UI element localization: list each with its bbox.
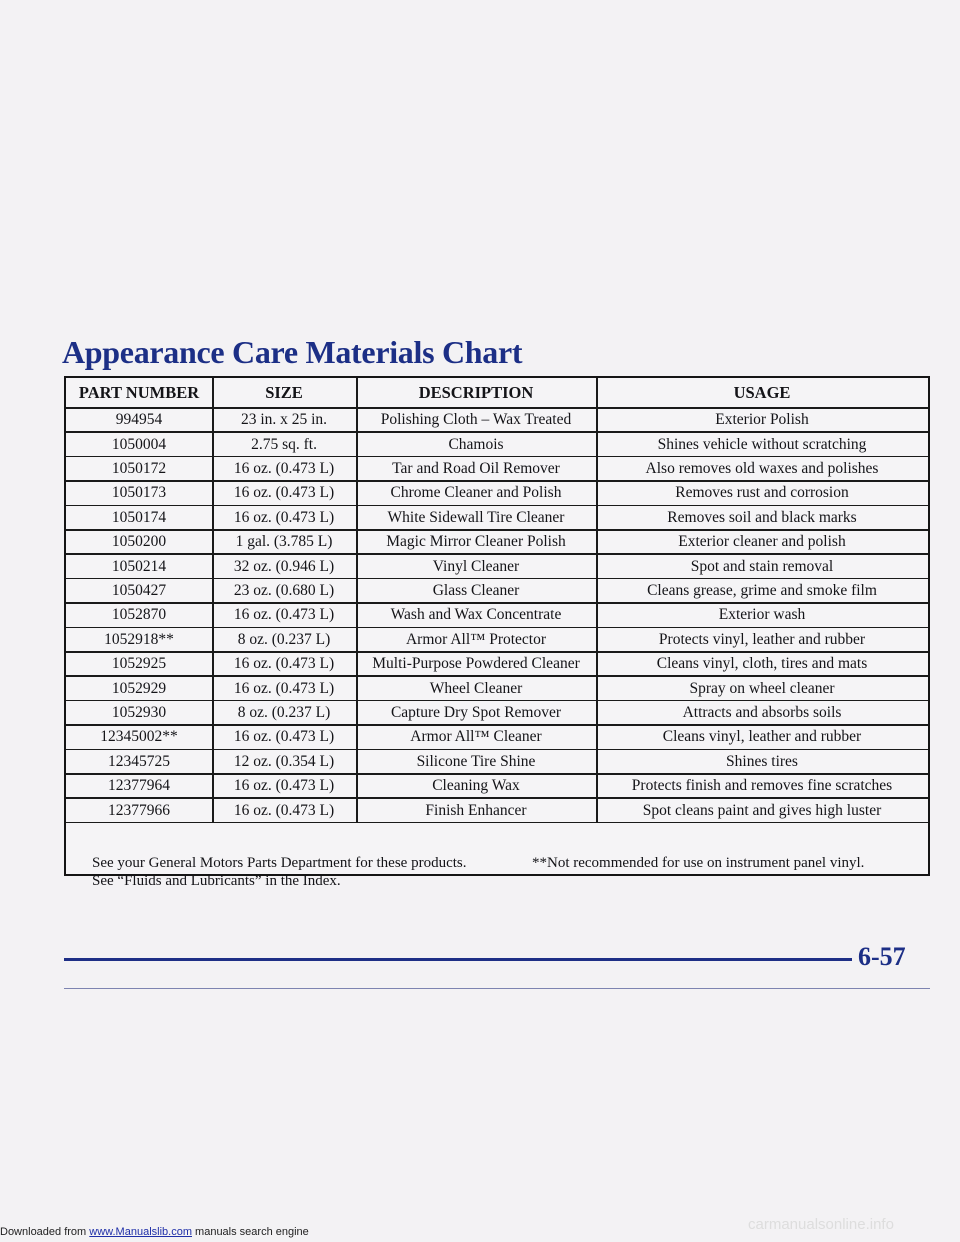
- cell-description: Wash and Wax Concentrate: [390, 606, 562, 624]
- cell-size: 32 oz. (0.946 L): [233, 557, 335, 575]
- cell-usage: Cleans vinyl, leather and rubber: [662, 728, 862, 746]
- cell-size: 16 oz. (0.473 L): [233, 606, 335, 624]
- cell-description: Vinyl Cleaner: [432, 557, 520, 575]
- header-part-number: PART NUMBER: [78, 383, 200, 402]
- footnote: [92, 854, 865, 890]
- cell-description: Cleaning Wax: [432, 777, 520, 795]
- table-row: [66, 652, 928, 676]
- page-rule-thick: [64, 958, 852, 961]
- table-row: [66, 603, 928, 627]
- table-row: [66, 408, 928, 432]
- column-divider: [596, 378, 598, 823]
- cell-description: Wheel Cleaner: [429, 679, 523, 697]
- footnote-line-1: See your General Motors Parts Department for these products.: [92, 855, 467, 871]
- cell-part-number: 1052918**: [104, 630, 174, 648]
- cell-size: 2.75 sq. ft.: [251, 435, 317, 453]
- cell-size: 23 in. x 25 in.: [240, 411, 328, 429]
- cell-part-number: 1050174: [111, 508, 167, 526]
- page-title: Appearance Care Materials Chart: [62, 334, 523, 370]
- cell-part-number: 1052929: [111, 679, 167, 697]
- cell-size: 16 oz. (0.473 L): [233, 728, 335, 746]
- header-usage: USAGE: [733, 383, 791, 402]
- download-watermark: [0, 1226, 309, 1238]
- cell-part-number: 12377966: [108, 801, 170, 819]
- row-divider: [66, 456, 928, 458]
- cell-usage: Spot and stain removal: [690, 557, 834, 575]
- cell-part-number: 1050200: [111, 533, 167, 551]
- table-row: [66, 676, 928, 700]
- cell-usage: Cleans grease, grime and smoke film: [647, 581, 877, 599]
- watermark-prefix: Downloaded from: [0, 1226, 90, 1238]
- row-divider: [66, 529, 928, 531]
- cell-part-number: 1050172: [111, 459, 167, 477]
- cell-size: 23 oz. (0.680 L): [233, 581, 335, 599]
- row-divider: [66, 675, 928, 677]
- row-divider: [66, 602, 928, 604]
- footnote-line-2: See “Fluids and Lubricants” in the Index.: [92, 873, 341, 889]
- cell-size: 16 oz. (0.473 L): [233, 679, 335, 697]
- cell-description: White Sidewall Tire Cleaner: [387, 508, 565, 526]
- cell-usage: Exterior wash: [718, 606, 806, 624]
- row-divider: [66, 822, 928, 824]
- table-row: [66, 481, 928, 505]
- cell-size: 12 oz. (0.354 L): [233, 752, 335, 770]
- cell-description: Glass Cleaner: [432, 581, 520, 599]
- cell-size: 16 oz. (0.473 L): [233, 484, 335, 502]
- cell-part-number: 12345725: [108, 752, 170, 770]
- cell-description: Chamois: [448, 435, 504, 453]
- row-divider: [66, 773, 928, 775]
- cell-part-number: 1050214: [111, 557, 167, 575]
- row-divider: [66, 505, 928, 507]
- cell-size: 8 oz. (0.237 L): [237, 630, 331, 648]
- cell-usage: Exterior Polish: [715, 411, 809, 429]
- cell-size: 8 oz. (0.237 L): [237, 703, 331, 721]
- page-rule-thin: [64, 988, 930, 989]
- cell-description: Armor All™ Protector: [405, 630, 547, 648]
- cell-description: Silicone Tire Shine: [416, 752, 536, 770]
- table-row: [66, 554, 928, 578]
- cell-description: Magic Mirror Cleaner Polish: [386, 533, 566, 551]
- watermark-suffix: manuals search engine: [191, 1226, 309, 1238]
- manualslib-link[interactable]: www.Manualslib.com: [89, 1226, 192, 1238]
- column-divider: [356, 378, 358, 823]
- table-row: [66, 457, 928, 481]
- cell-part-number: 1052930: [111, 703, 167, 721]
- footnote-not-recommended: **Not recommended for use on instrument panel vinyl.: [532, 855, 865, 871]
- cell-part-number: 1050004: [111, 435, 167, 453]
- column-divider: [212, 378, 214, 823]
- row-divider: [66, 797, 928, 799]
- cell-description: Chrome Cleaner and Polish: [390, 484, 562, 502]
- row-divider: [66, 651, 928, 653]
- cell-part-number: 1052925: [111, 655, 167, 673]
- header-description: DESCRIPTION: [418, 383, 534, 402]
- table-row: [66, 774, 928, 798]
- row-divider: [66, 480, 928, 482]
- cell-part-number: 994954: [115, 411, 163, 429]
- cell-part-number: 12377964: [108, 777, 170, 795]
- page-number: 6-57: [858, 942, 906, 971]
- table-row: [66, 628, 928, 652]
- table-row: [66, 432, 928, 456]
- cell-usage: Protects vinyl, leather and rubber: [658, 630, 866, 648]
- row-divider: [66, 553, 928, 555]
- row-divider: [66, 700, 928, 702]
- row-divider: [66, 724, 928, 726]
- cell-usage: Exterior cleaner and polish: [678, 533, 846, 551]
- row-divider: [66, 407, 928, 409]
- cell-size: 16 oz. (0.473 L): [233, 508, 335, 526]
- cell-part-number: 1052870: [111, 606, 167, 624]
- cell-usage: Spray on wheel cleaner: [689, 679, 835, 697]
- cell-usage: Shines tires: [726, 752, 798, 770]
- cell-usage: Removes soil and black marks: [667, 508, 857, 526]
- materials-table: [64, 376, 930, 889]
- cell-size: 16 oz. (0.473 L): [233, 459, 335, 477]
- cell-description: Polishing Cloth – Wax Treated: [380, 411, 572, 429]
- table-row: [66, 701, 928, 725]
- table-row: [66, 579, 928, 603]
- carmanualsonline-watermark: carmanualsonline.info: [748, 1216, 894, 1233]
- row-divider: [66, 578, 928, 580]
- cell-part-number: 1050427: [111, 581, 167, 599]
- row-divider: [66, 431, 928, 433]
- table-header-row: [66, 378, 928, 408]
- cell-description: Multi-Purpose Powdered Cleaner: [372, 655, 580, 673]
- cell-part-number: 12345002**: [100, 728, 178, 746]
- table-row: [66, 750, 928, 774]
- cell-description: Tar and Road Oil Remover: [392, 459, 560, 477]
- cell-description: Armor All™ Cleaner: [410, 728, 542, 746]
- cell-usage: Protects finish and removes fine scratches: [631, 777, 893, 795]
- cell-size: 1 gal. (3.785 L): [235, 533, 333, 551]
- row-divider: [66, 627, 928, 629]
- cell-usage: Shines vehicle without scratching: [657, 435, 867, 453]
- cell-usage: Also removes old waxes and polishes: [645, 459, 879, 477]
- row-divider: [66, 749, 928, 751]
- cell-usage: Attracts and absorbs soils: [682, 703, 842, 721]
- cell-usage: Removes rust and corrosion: [675, 484, 849, 502]
- table-row: [66, 798, 928, 822]
- table-row: [66, 725, 928, 749]
- header-size: SIZE: [265, 383, 303, 402]
- cell-usage: Cleans vinyl, cloth, tires and mats: [656, 655, 868, 673]
- cell-description: Capture Dry Spot Remover: [390, 703, 562, 721]
- cell-size: 16 oz. (0.473 L): [233, 777, 335, 795]
- cell-usage: Spot cleans paint and gives high luster: [642, 801, 882, 819]
- cell-part-number: 1050173: [111, 484, 167, 502]
- cell-description: Finish Enhancer: [425, 801, 527, 819]
- cell-size: 16 oz. (0.473 L): [233, 801, 335, 819]
- table-row: [66, 506, 928, 530]
- cell-size: 16 oz. (0.473 L): [233, 655, 335, 673]
- table-row: [66, 530, 928, 554]
